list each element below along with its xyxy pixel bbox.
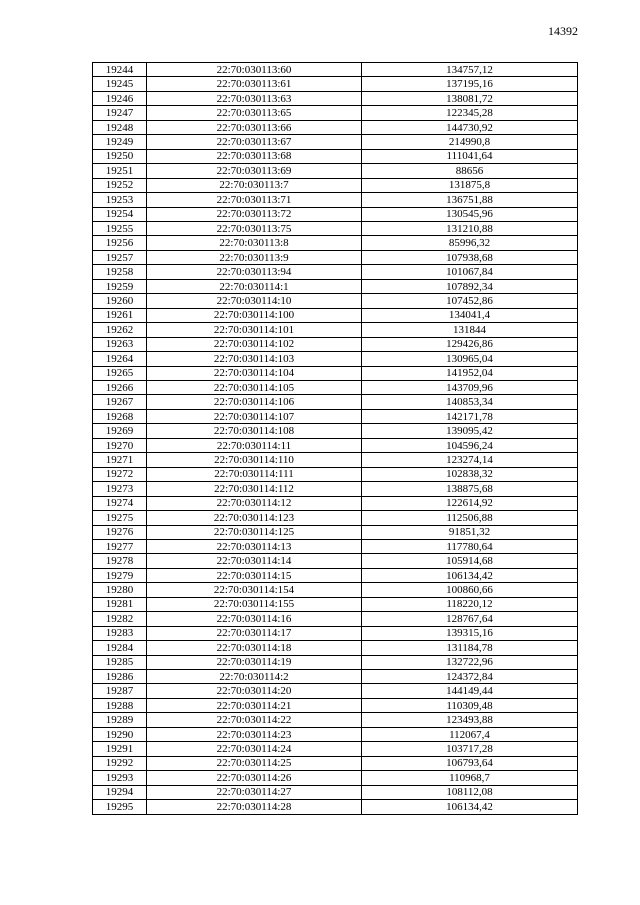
- cadastral-value-cell: 106793,64: [362, 756, 578, 770]
- cadastral-number-cell: 22:70:030114:26: [147, 771, 362, 785]
- table-row: [93, 135, 578, 149]
- cadastral-number-cell: 22:70:030114:1: [147, 279, 362, 293]
- cadastral-number-cell: 22:70:030114:20: [147, 684, 362, 698]
- table-row: [93, 207, 578, 221]
- cadastral-number-cell: 22:70:030114:125: [147, 525, 362, 539]
- table-row: [93, 641, 578, 655]
- cadastral-value-cell: 110968,7: [362, 771, 578, 785]
- cadastral-number-cell: 22:70:030114:14: [147, 554, 362, 568]
- cadastral-number-cell: 22:70:030114:101: [147, 323, 362, 337]
- cadastral-value-cell: 107892,34: [362, 279, 578, 293]
- cadastral-number-cell: 22:70:030114:24: [147, 742, 362, 756]
- cadastral-value-cell: 112506,88: [362, 511, 578, 525]
- cadastral-number-cell: 22:70:030114:104: [147, 366, 362, 380]
- cadastral-value-cell: 144730,92: [362, 120, 578, 134]
- table-row: [93, 380, 578, 394]
- cadastral-number-cell: 22:70:030113:71: [147, 193, 362, 207]
- row-number-cell: 19258: [93, 265, 147, 279]
- row-number-cell: 19284: [93, 641, 147, 655]
- row-number-cell: 19270: [93, 438, 147, 452]
- cadastral-number-cell: 22:70:030114:112: [147, 482, 362, 496]
- table-row: [93, 149, 578, 163]
- table-row: [93, 337, 578, 351]
- cadastral-number-cell: 22:70:030113:65: [147, 106, 362, 120]
- row-number-cell: 19253: [93, 193, 147, 207]
- row-number-cell: 19273: [93, 482, 147, 496]
- table-row: [93, 77, 578, 91]
- cadastral-value-cell: 140853,34: [362, 395, 578, 409]
- row-number-cell: 19261: [93, 308, 147, 322]
- row-number-cell: 19267: [93, 395, 147, 409]
- cadastral-value-cell: 134757,12: [362, 63, 578, 77]
- cadastral-value-cell: 110309,48: [362, 698, 578, 712]
- cadastral-value-cell: 111041,64: [362, 149, 578, 163]
- cadastral-value-cell: 124372,84: [362, 670, 578, 684]
- row-number-cell: 19293: [93, 771, 147, 785]
- table-row: [93, 684, 578, 698]
- cadastral-number-cell: 22:70:030114:154: [147, 583, 362, 597]
- table-row: [93, 467, 578, 481]
- row-number-cell: 19292: [93, 756, 147, 770]
- row-number-cell: 19294: [93, 785, 147, 799]
- cadastral-number-cell: 22:70:030114:11: [147, 438, 362, 452]
- cadastral-number-cell: 22:70:030114:10: [147, 294, 362, 308]
- cadastral-value-cell: 138875,68: [362, 482, 578, 496]
- cadastral-value-cell: 144149,44: [362, 684, 578, 698]
- table-row: [93, 742, 578, 756]
- table-row: [93, 120, 578, 134]
- cadastral-number-cell: 22:70:030114:15: [147, 568, 362, 582]
- cadastral-value-cell: 106134,42: [362, 568, 578, 582]
- row-number-cell: 19255: [93, 221, 147, 235]
- cadastral-number-cell: 22:70:030114:100: [147, 308, 362, 322]
- row-number-cell: 19244: [93, 63, 147, 77]
- cadastral-value-table: [92, 62, 578, 815]
- row-number-cell: 19285: [93, 655, 147, 669]
- table-row: [93, 583, 578, 597]
- table-row: [93, 525, 578, 539]
- cadastral-value-cell: 88656: [362, 164, 578, 178]
- row-number-cell: 19279: [93, 568, 147, 582]
- table-row: [93, 409, 578, 423]
- cadastral-number-cell: 22:70:030114:16: [147, 612, 362, 626]
- table-row: [93, 106, 578, 120]
- cadastral-value-cell: 139095,42: [362, 424, 578, 438]
- table-row: [93, 626, 578, 640]
- table-row: [93, 482, 578, 496]
- cadastral-number-cell: 22:70:030113:75: [147, 221, 362, 235]
- cadastral-number-cell: 22:70:030114:12: [147, 496, 362, 510]
- row-number-cell: 19290: [93, 727, 147, 741]
- cadastral-value-cell: 123493,88: [362, 713, 578, 727]
- row-number-cell: 19277: [93, 539, 147, 553]
- cadastral-value-cell: 112067,4: [362, 727, 578, 741]
- row-number-cell: 19257: [93, 250, 147, 264]
- table-row: [93, 236, 578, 250]
- row-number-cell: 19272: [93, 467, 147, 481]
- page-number: 14392: [548, 24, 578, 38]
- cadastral-number-cell: 22:70:030113:61: [147, 77, 362, 91]
- row-number-cell: 19248: [93, 120, 147, 134]
- row-number-cell: 19282: [93, 612, 147, 626]
- table-row: [93, 800, 578, 814]
- cadastral-value-cell: 85996,32: [362, 236, 578, 250]
- table-row: [93, 294, 578, 308]
- cadastral-number-cell: 22:70:030114:102: [147, 337, 362, 351]
- cadastral-number-cell: 22:70:030114:103: [147, 352, 362, 366]
- row-number-cell: 19264: [93, 352, 147, 366]
- table-row: [93, 453, 578, 467]
- row-number-cell: 19250: [93, 149, 147, 163]
- table-row: [93, 438, 578, 452]
- row-number-cell: 19245: [93, 77, 147, 91]
- table-row: [93, 612, 578, 626]
- cadastral-number-cell: 22:70:030113:9: [147, 250, 362, 264]
- cadastral-number-cell: 22:70:030113:8: [147, 236, 362, 250]
- row-number-cell: 19287: [93, 684, 147, 698]
- row-number-cell: 19252: [93, 178, 147, 192]
- row-number-cell: 19259: [93, 279, 147, 293]
- cadastral-value-cell: 129426,86: [362, 337, 578, 351]
- row-number-cell: 19281: [93, 597, 147, 611]
- cadastral-value-cell: 108112,08: [362, 785, 578, 799]
- cadastral-value-cell: 131184,78: [362, 641, 578, 655]
- table-row: [93, 511, 578, 525]
- cadastral-value-cell: 141952,04: [362, 366, 578, 380]
- cadastral-number-cell: 22:70:030114:2: [147, 670, 362, 684]
- cadastral-value-cell: 104596,24: [362, 438, 578, 452]
- cadastral-number-cell: 22:70:030114:21: [147, 698, 362, 712]
- cadastral-value-cell: 122345,28: [362, 106, 578, 120]
- cadastral-value-cell: 118220,12: [362, 597, 578, 611]
- table-row: [93, 366, 578, 380]
- cadastral-value-cell: 101067,84: [362, 265, 578, 279]
- row-number-cell: 19269: [93, 424, 147, 438]
- cadastral-number-cell: 22:70:030114:28: [147, 800, 362, 814]
- cadastral-number-cell: 22:70:030114:19: [147, 655, 362, 669]
- cadastral-value-cell: 105914,68: [362, 554, 578, 568]
- cadastral-value-cell: 214990,8: [362, 135, 578, 149]
- table-row: [93, 424, 578, 438]
- cadastral-number-cell: 22:70:030114:108: [147, 424, 362, 438]
- table-row: [93, 568, 578, 582]
- table-row: [93, 279, 578, 293]
- cadastral-number-cell: 22:70:030113:60: [147, 63, 362, 77]
- row-number-cell: 19249: [93, 135, 147, 149]
- cadastral-value-cell: 136751,88: [362, 193, 578, 207]
- row-number-cell: 19246: [93, 91, 147, 105]
- cadastral-number-cell: 22:70:030114:27: [147, 785, 362, 799]
- cadastral-number-cell: 22:70:030114:22: [147, 713, 362, 727]
- cadastral-value-cell: 106134,42: [362, 800, 578, 814]
- cadastral-number-cell: 22:70:030114:18: [147, 641, 362, 655]
- cadastral-number-cell: 22:70:030113:63: [147, 91, 362, 105]
- cadastral-value-cell: 142171,78: [362, 409, 578, 423]
- cadastral-number-cell: 22:70:030113:69: [147, 164, 362, 178]
- cadastral-value-cell: 128767,64: [362, 612, 578, 626]
- row-number-cell: 19289: [93, 713, 147, 727]
- table-row: [93, 250, 578, 264]
- table-row: [93, 178, 578, 192]
- cadastral-value-cell: 122614,92: [362, 496, 578, 510]
- table-row: [93, 352, 578, 366]
- table-body: [93, 63, 578, 815]
- row-number-cell: 19275: [93, 511, 147, 525]
- row-number-cell: 19263: [93, 337, 147, 351]
- cadastral-value-cell: 130545,96: [362, 207, 578, 221]
- cadastral-number-cell: 22:70:030114:110: [147, 453, 362, 467]
- table-row: [93, 554, 578, 568]
- row-number-cell: 19262: [93, 323, 147, 337]
- table-row: [93, 221, 578, 235]
- row-number-cell: 19283: [93, 626, 147, 640]
- row-number-cell: 19280: [93, 583, 147, 597]
- cadastral-value-cell: 103717,28: [362, 742, 578, 756]
- table-row: [93, 756, 578, 770]
- row-number-cell: 19266: [93, 380, 147, 394]
- row-number-cell: 19278: [93, 554, 147, 568]
- cadastral-value-cell: 123274,14: [362, 453, 578, 467]
- row-number-cell: 19291: [93, 742, 147, 756]
- table-row: [93, 713, 578, 727]
- row-number-cell: 19295: [93, 800, 147, 814]
- table-row: [93, 164, 578, 178]
- table-row: [93, 193, 578, 207]
- cadastral-value-cell: 117780,64: [362, 539, 578, 553]
- row-number-cell: 19276: [93, 525, 147, 539]
- row-number-cell: 19247: [93, 106, 147, 120]
- cadastral-number-cell: 22:70:030114:111: [147, 467, 362, 481]
- cadastral-value-cell: 139315,16: [362, 626, 578, 640]
- row-number-cell: 19286: [93, 670, 147, 684]
- table-row: [93, 496, 578, 510]
- table-row: [93, 308, 578, 322]
- cadastral-number-cell: 22:70:030113:67: [147, 135, 362, 149]
- cadastral-number-cell: 22:70:030114:107: [147, 409, 362, 423]
- table-row: [93, 771, 578, 785]
- cadastral-value-cell: 138081,72: [362, 91, 578, 105]
- table-row: [93, 597, 578, 611]
- cadastral-value-cell: 107938,68: [362, 250, 578, 264]
- cadastral-value-cell: 102838,32: [362, 467, 578, 481]
- table-row: [93, 91, 578, 105]
- cadastral-value-cell: 131210,88: [362, 221, 578, 235]
- cadastral-number-cell: 22:70:030113:94: [147, 265, 362, 279]
- table-row: [93, 670, 578, 684]
- cadastral-number-cell: 22:70:030114:13: [147, 539, 362, 553]
- cadastral-value-cell: 131844: [362, 323, 578, 337]
- table-row: [93, 265, 578, 279]
- cadastral-number-cell: 22:70:030113:66: [147, 120, 362, 134]
- cadastral-number-cell: 22:70:030114:105: [147, 380, 362, 394]
- cadastral-value-cell: 100860,66: [362, 583, 578, 597]
- row-number-cell: 19265: [93, 366, 147, 380]
- cadastral-number-cell: 22:70:030114:25: [147, 756, 362, 770]
- cadastral-value-cell: 131875,8: [362, 178, 578, 192]
- cadastral-value-cell: 134041,4: [362, 308, 578, 322]
- row-number-cell: 19274: [93, 496, 147, 510]
- cadastral-value-cell: 137195,16: [362, 77, 578, 91]
- cadastral-number-cell: 22:70:030113:68: [147, 149, 362, 163]
- row-number-cell: 19268: [93, 409, 147, 423]
- cadastral-number-cell: 22:70:030113:72: [147, 207, 362, 221]
- cadastral-number-cell: 22:70:030114:123: [147, 511, 362, 525]
- table-row: [93, 727, 578, 741]
- table-row: [93, 323, 578, 337]
- row-number-cell: 19254: [93, 207, 147, 221]
- cadastral-value-cell: 143709,96: [362, 380, 578, 394]
- cadastral-number-cell: 22:70:030114:106: [147, 395, 362, 409]
- row-number-cell: 19271: [93, 453, 147, 467]
- cadastral-number-cell: 22:70:030114:17: [147, 626, 362, 640]
- cadastral-number-cell: 22:70:030114:155: [147, 597, 362, 611]
- table-row: [93, 698, 578, 712]
- table-row: [93, 395, 578, 409]
- row-number-cell: 19251: [93, 164, 147, 178]
- cadastral-number-cell: 22:70:030113:7: [147, 178, 362, 192]
- table-row: [93, 655, 578, 669]
- row-number-cell: 19288: [93, 698, 147, 712]
- cadastral-number-cell: 22:70:030114:23: [147, 727, 362, 741]
- table-row: [93, 539, 578, 553]
- cadastral-value-cell: 132722,96: [362, 655, 578, 669]
- row-number-cell: 19260: [93, 294, 147, 308]
- table-row: [93, 63, 578, 77]
- table-row: [93, 785, 578, 799]
- cadastral-value-cell: 130965,04: [362, 352, 578, 366]
- row-number-cell: 19256: [93, 236, 147, 250]
- cadastral-value-cell: 107452,86: [362, 294, 578, 308]
- cadastral-value-cell: 91851,32: [362, 525, 578, 539]
